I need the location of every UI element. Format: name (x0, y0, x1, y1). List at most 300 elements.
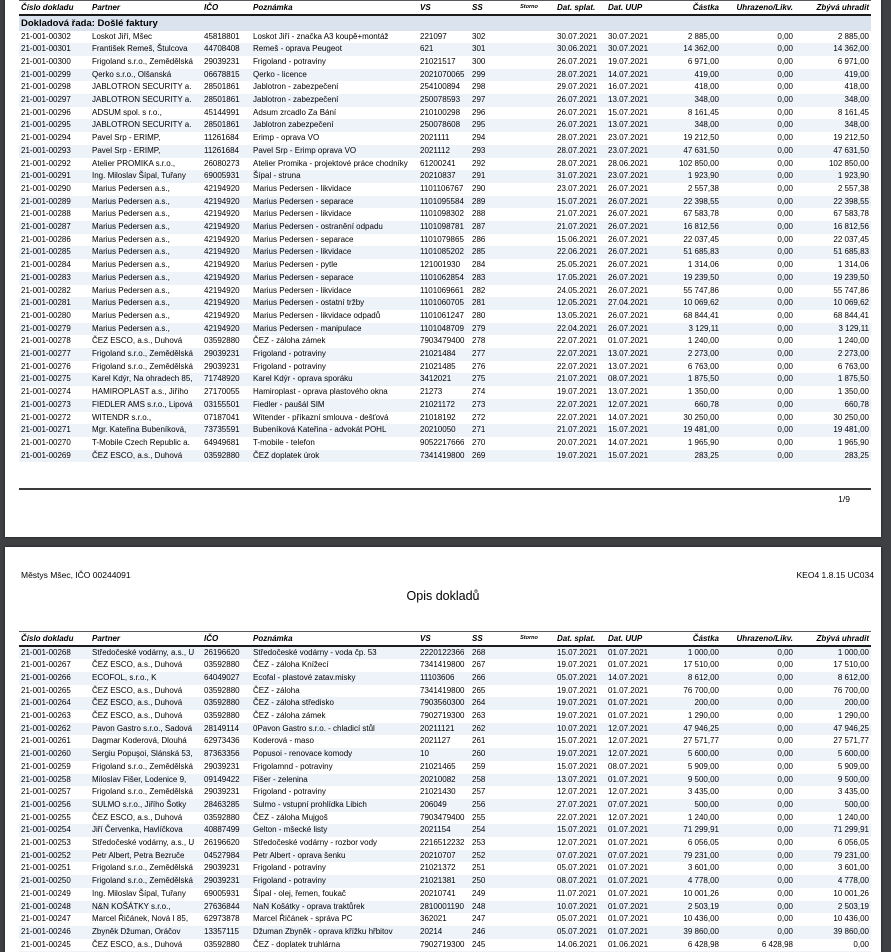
cell-storno (503, 297, 555, 310)
cell-vs: 21021517 (420, 56, 456, 66)
cell-poznamka: Frigolamnd - potraviny (253, 761, 333, 771)
cell-poznamka: Jablotron zabezpečení (253, 120, 334, 130)
cell-ss: 264 (472, 698, 486, 708)
cell-cislo-dokladu: 21-001-00254 (21, 825, 71, 835)
cell-vs: 20210082 (420, 774, 456, 784)
cell-partner: ČEZ ESCO, a.s., Duhová (92, 939, 183, 949)
cell-vs: 1101098302 (420, 209, 464, 219)
cell-uhrazeno-likv: 0,00 (777, 749, 793, 759)
cell-cislo-dokladu: 21-001-00247 (21, 914, 71, 924)
cell-storno (503, 145, 555, 158)
cell-poznamka: Šípal - olej, řemen, foukač (253, 888, 346, 898)
cell-zbyva-uhradit: 1 290,00 (837, 711, 869, 721)
cell-zbyva-uhradit: 3 435,00 (837, 787, 869, 797)
cell-ico: 69005931 (204, 888, 240, 898)
col-header-poznamka: Poznámka (251, 1, 418, 15)
cell-zbyva-uhradit: 19 239,50 (833, 272, 869, 282)
cell-zbyva-uhradit: 2 503,19 (837, 901, 869, 911)
cell-storno (503, 31, 555, 44)
table-row (19, 373, 871, 386)
cell-ico: 64049027 (204, 672, 240, 682)
cell-poznamka: Marius Pedersen - manipulace (253, 323, 362, 333)
cell-cislo-dokladu: 21-001-00250 (21, 876, 71, 886)
cell-dat-splat: 15.07.2021 (557, 825, 598, 835)
cell-zbyva-uhradit: 0,00 (853, 939, 869, 949)
cell-uhrazeno-likv: 0,00 (777, 787, 793, 797)
cell-ico: 28501861 (204, 82, 240, 92)
cell-zbyva-uhradit: 3 129,11 (838, 323, 869, 333)
cell-ss: 254 (472, 825, 486, 835)
cell-ss: 260 (472, 749, 486, 759)
table-row (19, 799, 871, 812)
cell-uhrazeno-likv: 0,00 (777, 158, 793, 168)
cell-uhrazeno-likv: 0,00 (777, 412, 793, 422)
cell-partner: WITENDR s.r.o., (92, 412, 152, 422)
cell-vs: 221097 (420, 31, 447, 41)
cell-ss: 289 (472, 196, 486, 206)
cell-storno (503, 361, 555, 374)
cell-uhrazeno-likv: 0,00 (777, 374, 793, 384)
cell-dat-uup: 26.07.2021 (608, 234, 649, 244)
cell-dat-splat: 27.07.2021 (557, 799, 598, 809)
table-row (19, 386, 871, 399)
cell-vs: 2810001190 (420, 901, 464, 911)
cell-cislo-dokladu: 21-001-00301 (21, 44, 71, 54)
cell-zbyva-uhradit: 30 250,00 (833, 412, 869, 422)
cell-dat-uup: 01.07.2021 (608, 914, 649, 924)
table-row (19, 31, 871, 44)
cell-cislo-dokladu: 21-001-00292 (21, 158, 71, 168)
cell-dat-uup: 13.07.2021 (608, 361, 649, 371)
cell-cislo-dokladu: 21-001-00297 (21, 95, 71, 105)
cell-dat-uup: 08.07.2021 (608, 761, 649, 771)
cell-ico: 62973878 (204, 914, 240, 924)
cell-storno (503, 799, 555, 812)
cell-ss: 277 (472, 349, 486, 359)
cell-vs: 1101061247 (420, 310, 464, 320)
cell-castka: 5 600,00 (687, 749, 719, 759)
cell-ss: 249 (472, 888, 486, 898)
cell-dat-splat: 13.07.2021 (557, 774, 598, 784)
cell-castka: 27 571,77 (683, 736, 719, 746)
cell-storno (503, 221, 555, 234)
table-row (19, 424, 871, 437)
cell-ss: 252 (472, 850, 486, 860)
cell-vs: 20214 (420, 926, 443, 936)
cell-dat-splat: 31.07.2021 (557, 171, 598, 181)
cell-cislo-dokladu: 21-001-00279 (21, 323, 71, 333)
cell-ss: 295 (472, 120, 486, 130)
cell-vs: 7902719300 (420, 939, 465, 949)
cell-dat-uup: 01.07.2021 (608, 774, 649, 784)
cell-dat-splat: 15.07.2021 (557, 761, 598, 771)
cell-zbyva-uhradit: 19 481,00 (833, 425, 869, 435)
cell-storno (503, 119, 555, 132)
cell-partner: František Remeš, Štulcova (92, 44, 188, 54)
cell-ss: 291 (472, 171, 486, 181)
cell-castka: 19 239,50 (683, 272, 719, 282)
cell-zbyva-uhradit: 10 069,62 (833, 298, 869, 308)
cell-poznamka: Frigoland - potraviny (253, 349, 326, 359)
cell-partner: ČEZ ESCO, a.s., Duhová (92, 698, 183, 708)
cell-partner: FIEDLER AMS s.r.o., Lipová (92, 399, 193, 409)
cell-dat-splat: 23.07.2021 (557, 183, 598, 193)
cell-castka: 3 129,11 (688, 323, 719, 333)
cell-zbyva-uhradit: 1 350,00 (837, 387, 869, 397)
cell-cislo-dokladu: 21-001-00271 (21, 425, 71, 435)
cell-poznamka: Frigoland - potraviny (253, 787, 326, 797)
cell-poznamka: Jablotron - zabezpečení (253, 95, 339, 105)
cell-zbyva-uhradit: 79 231,00 (833, 850, 869, 860)
table-row (19, 850, 871, 863)
cell-ico: 44708408 (204, 44, 240, 54)
cell-partner: Marius Pedersen a.s., (92, 209, 170, 219)
cell-storno (503, 646, 555, 660)
cell-dat-uup: 08.07.2021 (608, 374, 649, 384)
cell-cislo-dokladu: 21-001-00284 (21, 260, 71, 270)
cell-cislo-dokladu: 21-001-00263 (21, 711, 71, 721)
cell-partner: ČEZ ESCO, a.s., Duhová (92, 685, 183, 695)
cell-cislo-dokladu: 21-001-00280 (21, 310, 71, 320)
cell-storno (503, 259, 555, 272)
table-row (19, 56, 871, 69)
cell-castka: 419,00 (694, 69, 719, 79)
cell-dat-uup: 12.07.2021 (608, 812, 649, 822)
cell-vs: 2021154 (420, 825, 451, 835)
header-row (19, 632, 871, 646)
cell-storno (503, 56, 555, 69)
cell-castka: 1 923,90 (687, 171, 719, 181)
col-header-partner: Partner (90, 1, 202, 15)
cell-castka: 2 503,19 (687, 901, 719, 911)
cell-ss: 280 (472, 310, 486, 320)
cell-poznamka: ČEZ doplatek úrok (253, 450, 320, 460)
cell-ico: 03592880 (204, 450, 240, 460)
cell-castka: 30 250,00 (683, 412, 719, 422)
cell-poznamka: ČEZ - záloha Mujgoš (253, 812, 328, 822)
cell-cislo-dokladu: 21-001-00274 (21, 387, 71, 397)
cell-vs: 61200241 (420, 158, 456, 168)
cell-dat-splat: 15.06.2021 (557, 234, 598, 244)
cell-castka: 1 314,06 (687, 260, 719, 270)
cell-dat-uup: 01.07.2021 (608, 336, 649, 346)
cell-zbyva-uhradit: 348,00 (844, 120, 869, 130)
cell-storno (503, 850, 555, 863)
cell-cislo-dokladu: 21-001-00290 (21, 183, 71, 193)
cell-castka: 47 946,25 (683, 723, 719, 733)
cell-dat-uup: 26.07.2021 (608, 183, 649, 193)
cell-poznamka: Karel Kdýr - oprava sporáku (253, 374, 353, 384)
cell-uhrazeno-likv: 0,00 (777, 685, 793, 695)
document-page-2 (5, 547, 881, 952)
cell-cislo-dokladu: 21-001-00272 (21, 412, 71, 422)
cell-uhrazeno-likv: 0,00 (777, 56, 793, 66)
cell-zbyva-uhradit: 1 875,50 (837, 374, 869, 384)
cell-vs: 1101085202 (420, 247, 464, 257)
cell-ss: 273 (472, 399, 486, 409)
cell-dat-splat: 22.07.2021 (557, 336, 598, 346)
cell-partner: Středočeské vodárny, a.s., U (92, 647, 195, 657)
cell-cislo-dokladu: 21-001-00273 (21, 399, 71, 409)
cell-partner: Marius Pedersen a.s., (92, 222, 170, 232)
cell-vs: 1101069661 (420, 285, 464, 295)
cell-poznamka: Hamiroplast - oprava plastového okna (253, 387, 388, 397)
col-header-cislo-dokladu: Číslo dokladu (19, 1, 90, 15)
cell-uhrazeno-likv: 0,00 (777, 361, 793, 371)
cell-poznamka: Frigoland - potraviny (253, 876, 326, 886)
cell-ss: 297 (472, 95, 486, 105)
cell-ico: 28501861 (204, 95, 240, 105)
cell-storno (503, 94, 555, 107)
cell-cislo-dokladu: 21-001-00248 (21, 901, 71, 911)
cell-poznamka: Marius Pedersen - likvidace (253, 183, 352, 193)
cell-dat-uup: 23.07.2021 (608, 171, 649, 181)
cell-dat-uup: 23.07.2021 (608, 133, 649, 143)
cell-zbyva-uhradit: 6 763,00 (837, 361, 869, 371)
table-row (19, 310, 871, 323)
cell-uhrazeno-likv: 0,00 (777, 888, 793, 898)
cell-cislo-dokladu: 21-001-00252 (21, 850, 71, 860)
cell-castka: 4 778,00 (687, 876, 719, 886)
col-header-dat-splat: Dat. splat. (555, 632, 606, 646)
cell-cislo-dokladu: 21-001-00259 (21, 761, 71, 771)
cell-ico: 11261684 (204, 133, 239, 143)
cell-dat-splat: 21.07.2021 (557, 222, 598, 232)
cell-ss: 259 (472, 761, 486, 771)
cell-ss: 256 (472, 799, 486, 809)
cell-castka: 348,00 (694, 95, 719, 105)
cell-storno (503, 926, 555, 939)
cell-uhrazeno-likv: 0,00 (777, 825, 793, 835)
cell-storno (503, 875, 555, 888)
cell-storno (503, 348, 555, 361)
table-row (19, 285, 871, 298)
cell-cislo-dokladu: 21-001-00253 (21, 838, 71, 848)
cell-cislo-dokladu: 21-001-00262 (21, 723, 71, 733)
cell-poznamka: Sulmo - vstupní prohlídka Libich (253, 799, 367, 809)
cell-vs: 2021070065 (420, 69, 465, 79)
cell-partner: Atelier PROMIKA s.r.o., (92, 158, 176, 168)
cell-castka: 8 612,00 (687, 672, 719, 682)
cell-uhrazeno-likv: 0,00 (777, 234, 793, 244)
cell-ss: 250 (472, 876, 486, 886)
cell-dat-splat: 19.07.2021 (557, 685, 598, 695)
cell-storno (503, 183, 555, 196)
cell-poznamka: Marius Pedersen - separace (253, 272, 354, 282)
cell-vs: 1101098781 (420, 222, 464, 232)
cell-zbyva-uhradit: 419,00 (844, 69, 869, 79)
cell-cislo-dokladu: 21-001-00276 (21, 361, 71, 371)
cell-poznamka: Marcel Řičánek - správa PC (253, 914, 353, 924)
cell-dat-uup: 27.04.2021 (608, 298, 649, 308)
cell-castka: 1 965,90 (687, 438, 719, 447)
cell-poznamka: 0Pavon Gastro s.r.o. - chladicí stůl (253, 723, 375, 733)
cell-dat-splat: 17.05.2021 (557, 272, 598, 282)
cell-ico: 29039231 (204, 349, 240, 359)
cell-castka: 47 631,50 (683, 145, 719, 155)
cell-castka: 1 240,00 (687, 336, 719, 346)
cell-dat-splat: 21.07.2021 (557, 425, 598, 435)
cell-castka: 6 056,05 (687, 838, 719, 848)
table-row (19, 399, 871, 412)
cell-ss: 290 (472, 183, 486, 193)
cell-dat-splat: 10.07.2021 (557, 901, 598, 911)
cell-dat-uup: 26.07.2021 (608, 285, 649, 295)
cell-zbyva-uhradit: 102 850,00 (828, 158, 869, 168)
cell-uhrazeno-likv: 0,00 (777, 247, 793, 257)
cell-cislo-dokladu: 21-001-00277 (21, 349, 71, 359)
cell-ico: 27170055 (204, 387, 240, 397)
cell-castka: 3 601,00 (687, 863, 719, 873)
cell-uhrazeno-likv: 0,00 (777, 310, 793, 320)
cell-ico: 42194920 (204, 260, 240, 270)
cell-storno (503, 170, 555, 183)
table-row (19, 748, 871, 761)
cell-ss: 284 (472, 260, 486, 270)
cell-ico: 45144991 (204, 107, 240, 117)
cell-ss: 270 (472, 438, 486, 447)
cell-dat-splat: 19.07.2021 (557, 711, 598, 721)
cell-ico: 13357115 (204, 926, 239, 936)
cell-zbyva-uhradit: 8 161,45 (837, 107, 869, 117)
cell-zbyva-uhradit: 2 557,38 (837, 183, 869, 193)
table-row (19, 246, 871, 259)
col-header-vs: VS (418, 1, 470, 15)
cell-storno (503, 310, 555, 323)
cell-vs: 20210837 (420, 171, 456, 181)
cell-zbyva-uhradit: 4 778,00 (837, 876, 869, 886)
cell-uhrazeno-likv: 0,00 (777, 133, 793, 143)
header-row (19, 1, 871, 15)
cell-castka: 19 212,50 (683, 133, 719, 143)
cell-castka: 5 909,00 (687, 761, 719, 771)
cell-dat-uup: 15.07.2021 (608, 107, 649, 117)
document-page-1 (5, 0, 881, 537)
cell-castka: 8 161,45 (687, 107, 719, 117)
cell-dat-uup: 07.07.2021 (608, 799, 649, 809)
invoice-table-page-1 (19, 0, 871, 462)
col-header-ico: IČO (202, 632, 251, 646)
cell-ico: 09149422 (204, 774, 240, 784)
cell-dat-uup: 14.07.2021 (608, 672, 649, 682)
cell-poznamka: Džuman Zbyněk - oprava křížku hřbitov (253, 926, 393, 936)
cell-dat-uup: 01.07.2021 (608, 926, 649, 936)
cell-poznamka: ČEZ - záloha zámek (253, 336, 326, 346)
cell-vs: 21021430 (420, 787, 456, 797)
cell-ss: 285 (472, 247, 486, 257)
table-row (19, 94, 871, 107)
cell-uhrazeno-likv: 0,00 (777, 736, 793, 746)
cell-ico: 03155501 (204, 399, 240, 409)
cell-ss: 246 (472, 926, 486, 936)
cell-zbyva-uhradit: 8 612,00 (837, 672, 869, 682)
cell-dat-uup: 26.07.2021 (608, 196, 649, 206)
page-number: 1/9 (838, 494, 850, 505)
table-row (19, 926, 871, 939)
col-header-ss: SS (470, 1, 503, 15)
table-row (19, 170, 871, 183)
table-row (19, 119, 871, 132)
table-row (19, 132, 871, 145)
cell-partner: N&N KOŠÁTKY s.r.o., (92, 901, 171, 911)
cell-dat-uup: 16.07.2021 (608, 82, 649, 92)
cell-castka: 79 231,00 (683, 850, 719, 860)
cell-zbyva-uhradit: 1 314,06 (837, 260, 869, 270)
cell-dat-splat: 19.07.2021 (557, 450, 598, 460)
cell-dat-splat: 22.07.2021 (557, 812, 598, 822)
cell-vs: 21021172 (420, 399, 455, 409)
cell-uhrazeno-likv: 0,00 (777, 145, 793, 155)
invoice-table-page-2 (19, 631, 871, 951)
cell-poznamka: ČEZ - záloha středisko (253, 698, 334, 708)
cell-ico: 26080273 (204, 158, 240, 168)
cell-zbyva-uhradit: 10 436,00 (833, 914, 869, 924)
table-row (19, 837, 871, 850)
cell-zbyva-uhradit: 660,78 (844, 399, 869, 409)
cell-castka: 2 273,00 (687, 349, 719, 359)
cell-zbyva-uhradit: 283,25 (844, 450, 869, 460)
cell-ico: 42194920 (204, 183, 240, 193)
cell-cislo-dokladu: 21-001-00251 (21, 863, 71, 873)
cell-storno (503, 786, 555, 799)
cell-uhrazeno-likv: 0,00 (777, 660, 793, 670)
cell-uhrazeno-likv: 6 428,98 (761, 939, 793, 949)
col-header-castka: Částka (663, 632, 721, 646)
table-row (19, 659, 871, 672)
cell-zbyva-uhradit: 500,00 (844, 799, 869, 809)
cell-partner: ČEZ ESCO, a.s., Duhová (92, 711, 183, 721)
cell-castka: 55 747,86 (683, 285, 719, 295)
cell-storno (503, 812, 555, 825)
cell-dat-uup: 26.07.2021 (608, 310, 649, 320)
cell-partner: Marius Pedersen a.s., (92, 196, 170, 206)
cell-ico: 64949681 (204, 438, 240, 447)
cell-storno (503, 659, 555, 672)
cell-cislo-dokladu: 21-001-00266 (21, 672, 71, 682)
table-row (19, 875, 871, 888)
cell-castka: 500,00 (694, 799, 719, 809)
cell-dat-splat: 08.07.2021 (557, 876, 598, 886)
cell-dat-splat: 14.06.2021 (557, 939, 598, 949)
cell-vs: 121001930 (420, 260, 461, 270)
cell-castka: 6 428,98 (687, 939, 719, 949)
cell-vs: 2021112 (420, 145, 450, 155)
table-row (19, 81, 871, 94)
table-row (19, 888, 871, 901)
cell-ss: 245 (472, 939, 486, 949)
cell-storno (503, 107, 555, 120)
cell-cislo-dokladu: 21-001-00264 (21, 698, 71, 708)
cell-ss: 262 (472, 723, 486, 733)
cell-dat-uup: 01.07.2021 (608, 863, 649, 873)
cell-vs: 7341419800 (420, 660, 465, 670)
table-row (19, 208, 871, 221)
cell-ss: 300 (472, 56, 486, 66)
table-row (19, 437, 871, 450)
cell-zbyva-uhradit: 5 600,00 (837, 749, 869, 759)
cell-ss: 279 (472, 323, 486, 333)
cell-storno (503, 323, 555, 336)
cell-ss: 294 (472, 133, 486, 143)
cell-cislo-dokladu: 21-001-00286 (21, 234, 71, 244)
cell-dat-splat: 22.07.2021 (557, 412, 598, 422)
cell-cislo-dokladu: 21-001-00260 (21, 749, 71, 759)
cell-vs: 1101106767 (420, 183, 464, 193)
cell-vs: 7902719300 (420, 711, 465, 721)
cell-ico: 42194920 (204, 285, 240, 295)
table-row (19, 183, 871, 196)
cell-vs: 2216512232 (420, 838, 465, 848)
